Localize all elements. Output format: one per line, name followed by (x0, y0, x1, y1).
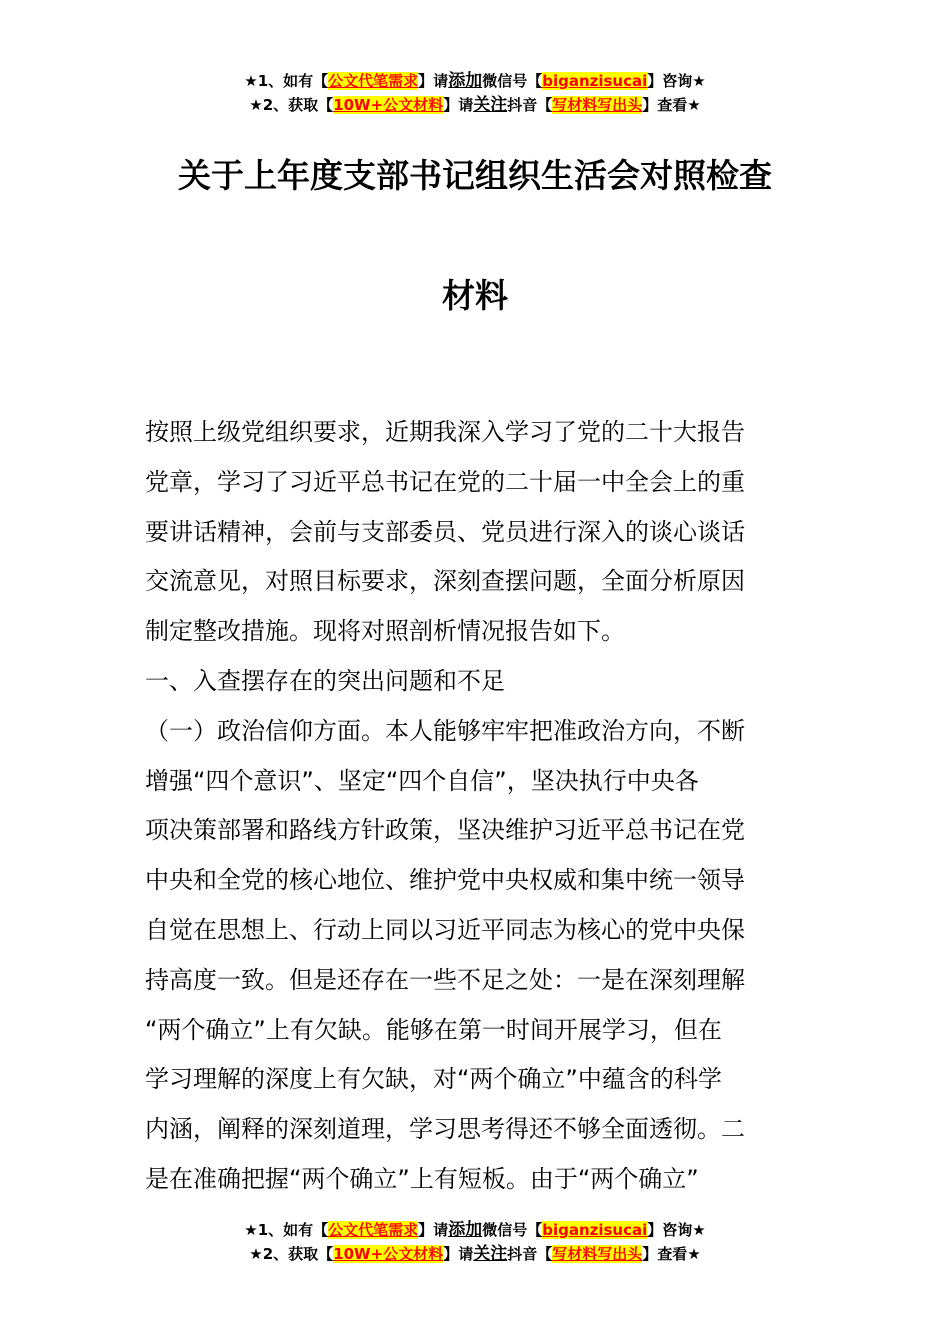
banner-text: 】查看★ (642, 96, 701, 114)
body-text-line: 是在准确把握“两个确立”上有短板。由于“两个确立” (145, 1164, 699, 1193)
banner-text: 抖音【 (507, 96, 553, 114)
body-text-line: 一、入查摆存在的突出问题和不足 (145, 666, 505, 695)
banner-text: ★2、获取【 (249, 96, 334, 114)
banner-highlight: 写材料写出头 (552, 96, 643, 114)
body-text-line: 按照上级党组织要求，近期我深入学习了党的二十大报告 (145, 418, 745, 446)
body-text-line: 项决策部署和路线方针政策，坚决维护习近平总书记在党 (145, 816, 745, 845)
document-title-line-1: 关于上年度支部书记组织生活会对照检查 (178, 156, 772, 195)
banner-emphasis: 添加 (448, 1220, 483, 1240)
banner-text: 】咨询★ (647, 1221, 706, 1239)
header-banner (0, 69, 950, 117)
banner-text: 】请 (443, 96, 474, 114)
banner-text: 】请 (418, 72, 449, 90)
banner-emphasis: 关注 (473, 1244, 508, 1264)
banner-line-1 (0, 1218, 950, 1242)
body-text-line: 增强“四个意识”、坚定“四个自信”，坚决执行中央各 (145, 766, 699, 795)
banner-highlight: 10W+公文材料 (333, 96, 444, 114)
banner-highlight: biganzisucai (542, 1221, 648, 1239)
banner-emphasis: 关注 (473, 95, 508, 115)
banner-line-1 (0, 69, 950, 93)
banner-text: ★1、如有【 (244, 1221, 329, 1239)
body-text-line: “两个确立”上有欠缺。能够在第一时间开展学习，但在 (145, 1015, 722, 1044)
banner-line-2 (0, 93, 950, 117)
banner-text: 】咨询★ (647, 72, 706, 90)
banner-text: 微信号【 (482, 1221, 543, 1239)
banner-text: ★2、获取【 (249, 1245, 334, 1263)
banner-highlight: 写材料写出头 (552, 1245, 643, 1263)
body-text-line: 中央和全党的核心地位、维护党中央权威和集中统一领导 (145, 866, 745, 895)
banner-text: ★1、如有【 (244, 72, 329, 90)
document-body (145, 408, 825, 1205)
footer-banner (0, 1218, 950, 1266)
body-text-line: 内涵，阐释的深刻道理，学习思考得还不够全面透彻。二 (145, 1115, 745, 1144)
body-text-line: （一）政治信仰方面。本人能够牢牢把准政治方向，不断 (145, 716, 745, 745)
body-text-line: 交流意见，对照目标要求，深刻查摆问题，全面分析原因 (145, 567, 745, 596)
banner-text: 】查看★ (642, 1245, 701, 1263)
banner-text: 抖音【 (507, 1245, 553, 1263)
body-text-line: 要讲话精神，会前与支部委员、党员进行深入的谈心谈话 (145, 517, 745, 546)
document-title-line-2: 材料 (442, 276, 508, 315)
banner-line-2 (0, 1242, 950, 1266)
banner-highlight: biganzisucai (542, 72, 648, 90)
banner-highlight: 公文代笔需求 (328, 1221, 419, 1239)
banner-text: 】请 (418, 1221, 449, 1239)
banner-highlight: 10W+公文材料 (333, 1245, 444, 1263)
body-text-line: 自觉在思想上、行动上同以习近平同志为核心的党中央保 (145, 915, 745, 944)
banner-text: 】请 (443, 1245, 474, 1263)
body-text-line: 党章，学习了习近平总书记在党的二十届一中全会上的重 (145, 467, 745, 496)
banner-text: 微信号【 (482, 72, 543, 90)
body-text-line: 学习理解的深度上有欠缺，对“两个确立”中蕴含的科学 (145, 1065, 722, 1094)
body-text-line: 制定整改措施。现将对照剖析情况报告如下。 (145, 617, 625, 646)
body-text-line: 持高度一致。但是还存在一些不足之处：一是在深刻理解 (145, 965, 745, 994)
banner-highlight: 公文代笔需求 (328, 72, 419, 90)
banner-emphasis: 添加 (448, 71, 483, 91)
